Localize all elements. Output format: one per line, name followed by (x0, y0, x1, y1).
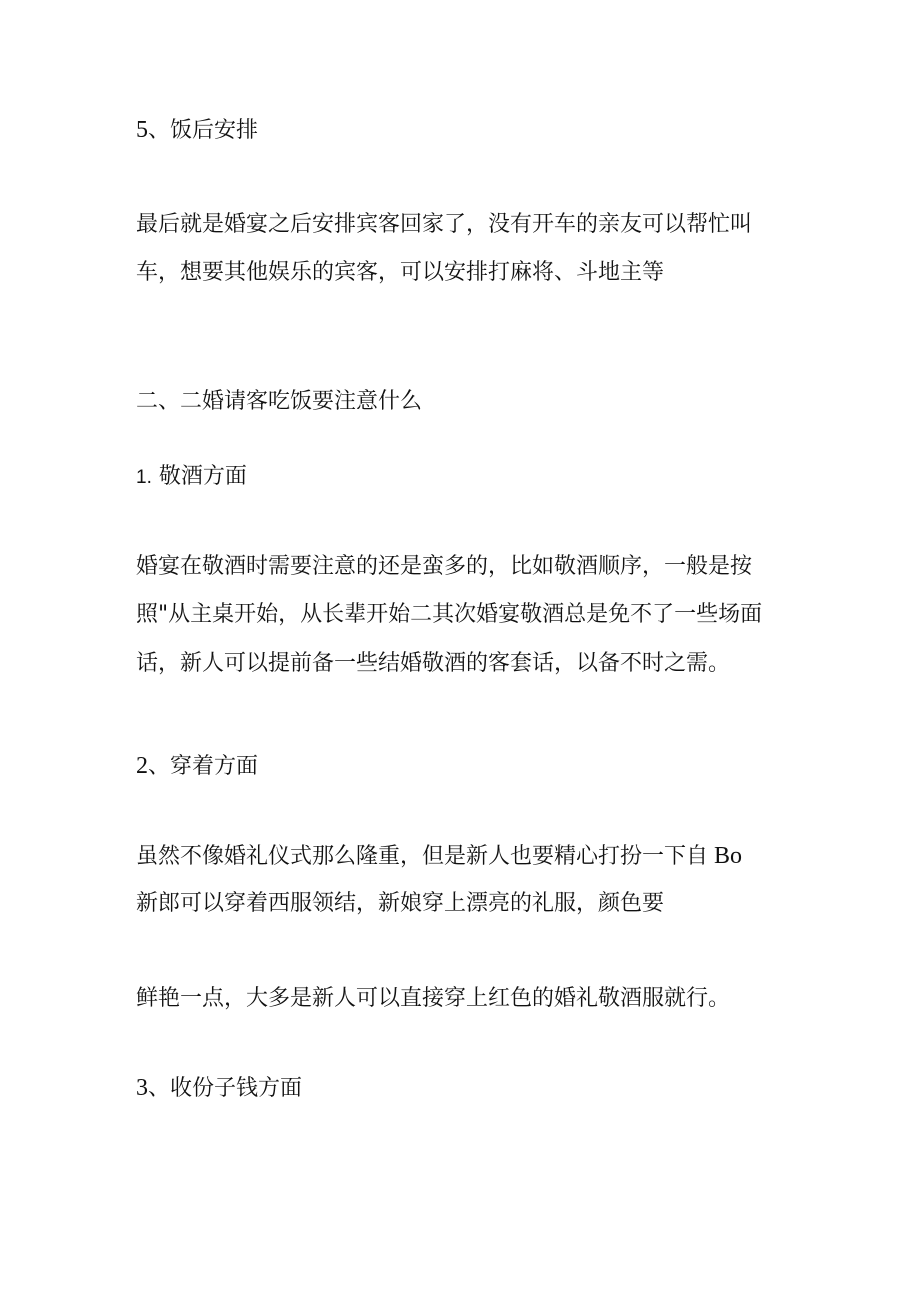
subheading-2 (136, 751, 796, 782)
heading-number: 5 (136, 117, 148, 143)
paragraph-line (136, 841, 796, 872)
subheading-3 (136, 1073, 796, 1104)
subheading-number: 2 (136, 753, 148, 779)
paragraph-text: 虽然不像婚礼仪式那么隆重，但是新人也要精心打扮一下自 (136, 844, 709, 869)
subheading-text: 、穿着方面 (148, 754, 259, 779)
heading-text: 、饭后安排 (148, 118, 259, 143)
subheading-text: 敬酒方面 (151, 464, 247, 489)
paragraph-line: 鲜艳一点，大多是新人可以直接穿上红色的婚礼敬酒服就行。 (136, 986, 731, 1011)
paragraph-line: 婚宴在敬酒时需要注意的还是蛮多的，比如敬酒顺序，一般是按 (136, 554, 753, 579)
heading-5 (136, 115, 796, 146)
paragraph-line: 话，新人可以提前备一些结婚敬酒的客套话，以备不时之需。 (136, 651, 731, 676)
subheading-1 (136, 462, 796, 493)
subheading-number: 1. (136, 467, 152, 488)
subheading-number: 3 (136, 1075, 148, 1101)
paragraph-tail: Bo (714, 843, 743, 869)
paragraph-line: 照"从主桌开始，从长辈开始二其次婚宴敬酒总是免不了一些场面 (136, 602, 763, 627)
section-heading: 二、二婚请客吃饭要注意什么 (136, 389, 423, 414)
paragraph-line: 车，想要其他娱乐的宾客，可以安排打麻将、斗地主等 (136, 260, 665, 285)
subheading-text: 、收份子钱方面 (148, 1076, 303, 1101)
paragraph-line: 最后就是婚宴之后安排宾客回家了，没有开车的亲友可以帮忙叫 (136, 212, 753, 237)
paragraph-line: 新郎可以穿着西服领结，新娘穿上漂亮的礼服，颜色要 (136, 891, 665, 916)
